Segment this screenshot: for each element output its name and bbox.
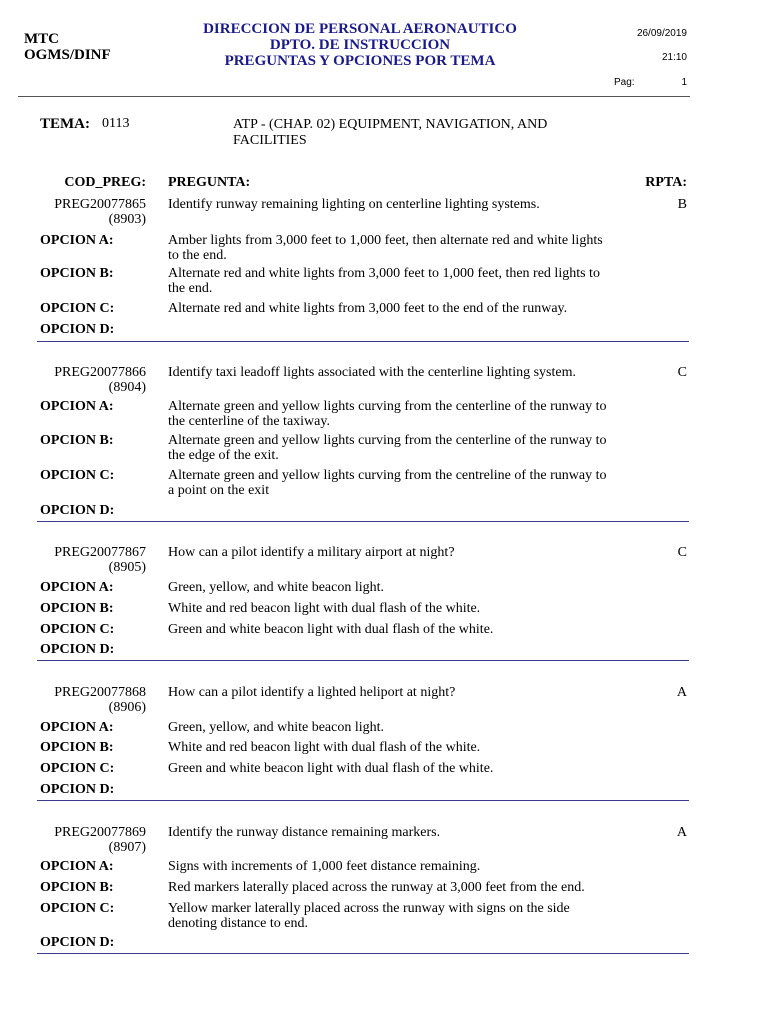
question-divider [37,660,689,661]
question-divider [37,953,689,954]
question-answer: A [676,825,687,840]
question-divider [37,800,689,801]
org-line-2: OGMS/DINF [24,47,111,63]
option-text: Alternate green and yellow lights curving from the centerline of the runway to the edge of the exit. [168,433,607,463]
question-number: (8903) [108,212,146,227]
option-text: Red markers laterally placed across the runway at 3,000 feet from the end. [168,880,585,895]
tema-title: ATP - (CHAP. 02) EQUIPMENT, NAVIGATION, AND FACILITIES [233,117,548,148]
question-number: (8906) [108,700,146,715]
option-label: OPCION A: [40,720,114,735]
question-number: (8905) [108,560,146,575]
option-label: OPCION A: [40,399,114,414]
option-text: White and red beacon light with dual flash of the white. [168,740,481,755]
option-label: OPCION A: [40,233,114,248]
report-time: 21:10 [661,52,687,63]
option-label: OPCION D: [40,782,115,797]
option-label: OPCION C: [40,301,115,316]
option-text: Signs with increments of 1,000 feet distance remaining. [168,859,481,874]
option-label: OPCION C: [40,761,115,776]
tema-label: TEMA: [40,116,90,132]
question-number: (8907) [108,840,146,855]
organization [24,31,111,63]
question-text: Identify runway remaining lighting on centerline lighting systems. [168,197,540,212]
option-label: OPCION C: [40,622,115,637]
question-text: How can a pilot identify a lighted heliport at night? [168,685,456,700]
org-line-1: MTC [24,31,59,47]
option-text: Green, yellow, and white beacon light. [168,580,385,595]
option-label: OPCION C: [40,468,115,483]
question-text: How can a pilot identify a military airport at night? [168,545,455,560]
option-label: OPCION B: [40,266,114,281]
option-text: Amber lights from 3,000 feet to 1,000 feet, then alternate red and white lights to the end. [168,233,603,263]
question-text: Identify taxi leadoff lights associated with the centerline lighting system. [168,365,576,380]
option-label: OPCION B: [40,601,114,616]
column-header-answer: RPTA: [645,175,687,190]
question-answer: A [676,685,687,700]
question-answer: B [677,197,687,212]
question-code: PREG20077868 [54,685,146,700]
tema-code: 0113 [102,116,130,131]
title-line-3: PREGUNTAS Y OPCIONES POR TEMA [224,53,496,69]
option-text: Alternate red and white lights from 3,000 feet to the end of the runway. [168,301,568,316]
option-text: Alternate green and yellow lights curving from the centerline of the runway to the centerline of the taxiway. [168,399,607,429]
option-label: OPCION B: [40,880,114,895]
option-label: OPCION D: [40,503,115,518]
option-text: Yellow marker laterally placed across the runway with signs on the side denoting distance to end. [168,901,570,931]
option-label: OPCION A: [40,859,114,874]
page-number: 1 [681,77,687,88]
question-code: PREG20077866 [54,365,146,380]
option-text: Green, yellow, and white beacon light. [168,720,385,735]
option-label: OPCION D: [40,642,115,657]
title-line-1: DIRECCION DE PERSONAL AERONAUTICO [203,21,517,37]
question-divider [37,521,689,522]
option-label: OPCION B: [40,433,114,448]
question-code: PREG20077865 [54,197,146,212]
question-text: Identify the runway distance remaining markers. [168,825,441,840]
option-label: OPCION D: [40,322,115,337]
question-answer: C [677,365,687,380]
option-text: Alternate green and yellow lights curving from the centreline of the runway to a point on the exit [168,468,607,498]
title-line-2: DPTO. DE INSTRUCCION [269,37,451,53]
report-date: 26/09/2019 [636,28,687,39]
option-text: Alternate red and white lights from 3,000 feet to 1,000 feet, then red lights to the end. [168,266,600,296]
question-answer: C [677,545,687,560]
option-label: OPCION A: [40,580,114,595]
document-title [160,21,560,69]
column-header-question: PREGUNTA: [168,175,251,190]
option-text: White and red beacon light with dual flash of the white. [168,601,481,616]
option-label: OPCION B: [40,740,114,755]
column-header-code: COD_PREG: [64,175,146,190]
option-label: OPCION C: [40,901,115,916]
question-number: (8904) [108,380,146,395]
question-code: PREG20077867 [54,545,146,560]
question-divider [37,341,689,342]
option-label: OPCION D: [40,935,115,950]
page-label: Pag: [614,77,635,88]
option-text: Green and white beacon light with dual flash of the white. [168,622,494,637]
header-divider [18,96,690,97]
question-code: PREG20077869 [54,825,146,840]
option-text: Green and white beacon light with dual flash of the white. [168,761,494,776]
